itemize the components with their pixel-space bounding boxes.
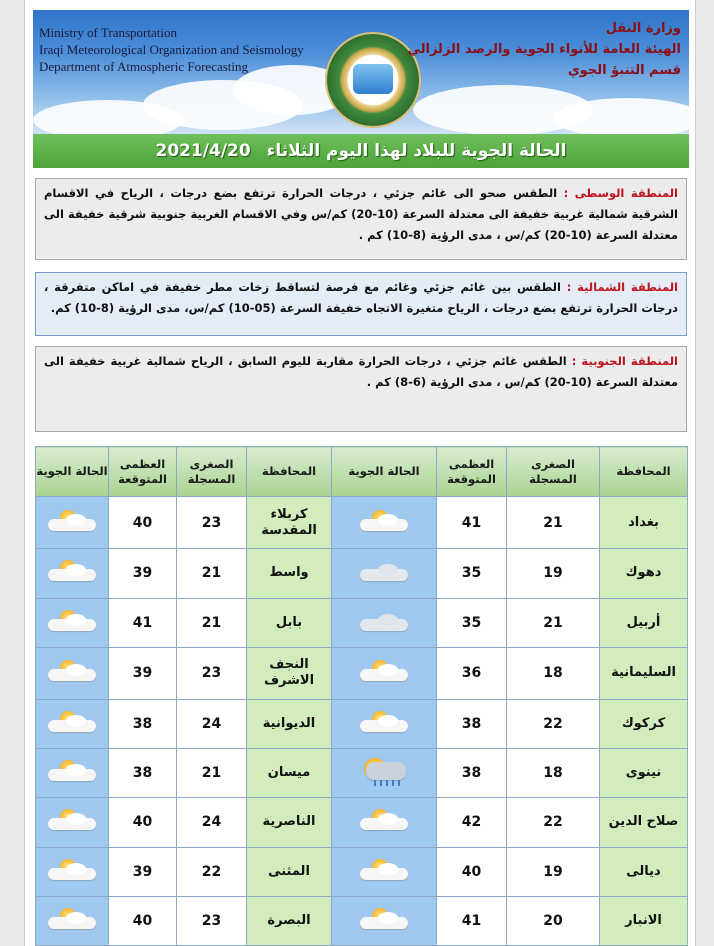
partly-cloudy-icon	[44, 658, 100, 684]
english-org-title	[39, 24, 304, 75]
min-temp-cell: 22	[177, 847, 247, 896]
max-temp-cell: 40	[109, 896, 177, 945]
max-temp-cell: 36	[437, 647, 507, 699]
en-line-organization: Iraqi Meteorological Organization and Seismology	[39, 42, 304, 57]
ar-line-department: قسم التنبؤ الجوي	[567, 63, 681, 78]
en-line-department: Department of Atmospheric Forecasting	[39, 59, 249, 74]
partly-cloudy-icon	[44, 558, 100, 584]
region-north-text: الطقس بين غائم جزئي وغائم مع فرصة لتساقط زخات مطر خفيفة في اماكن متفرقة ، درجات الحرارة ترتفع بضع درجات ، الرياح متغيرة الاتجاه خفيفة السرعة (05-10) كم/س، مدى الرؤية (8-10) كم.	[44, 280, 678, 315]
header-weather: الحالة الجوية	[36, 447, 109, 497]
governorate-cell: الانبار	[600, 896, 688, 945]
governorate-cell: واسط	[247, 549, 332, 598]
min-temp-cell: 23	[177, 647, 247, 699]
max-temp-cell: 40	[437, 847, 507, 896]
region-north-name: المنطقة الشمالية :	[566, 280, 678, 294]
governorate-cell: كركوك	[600, 700, 688, 749]
cloudy-icon	[356, 608, 412, 634]
en-line-ministry: Ministry of Transportation	[39, 25, 177, 40]
logo-emblem-icon	[353, 64, 393, 94]
weather-cell	[36, 847, 109, 896]
governorate-cell: النجف الاشرف	[247, 647, 332, 699]
weather-cell	[332, 647, 437, 699]
max-temp-cell: 35	[437, 549, 507, 598]
header-max: العظمى المتوقعة	[109, 447, 177, 497]
max-temp-cell: 39	[109, 549, 177, 598]
forecast-document	[24, 0, 696, 946]
weather-cell	[332, 847, 437, 896]
min-temp-cell: 21	[177, 549, 247, 598]
max-temp-cell: 41	[109, 598, 177, 647]
governorate-cell: ديالى	[600, 847, 688, 896]
governorate-cell: السليمانية	[600, 647, 688, 699]
max-temp-cell: 41	[437, 896, 507, 945]
table-row	[36, 497, 688, 549]
max-temp-cell: 38	[109, 749, 177, 798]
max-temp-cell: 40	[109, 798, 177, 847]
region-central	[35, 178, 687, 260]
table-row	[36, 700, 688, 749]
sun-rain-cloud-icon	[356, 758, 412, 784]
weather-cell	[36, 700, 109, 749]
weather-cell	[332, 798, 437, 847]
min-temp-cell: 23	[177, 896, 247, 945]
header-governorate: المحافظة	[247, 447, 332, 497]
min-temp-cell: 21	[177, 749, 247, 798]
weather-cell	[36, 647, 109, 699]
region-south-text: الطقس غائم جزئي ، درجات الحرارة مقاربة لليوم السابق ، الرياح شمالية غربية خفيفة الى معتدلة السرعة (10-20) كم/س ، مدى الرؤية (6-8) كم .	[44, 354, 678, 389]
region-central-text: الطقس صحو الى غائم جزئي ، درجات الحرارة ترتفع بضع درجات ، الرياح في الاقسام الشرقية شمالية غربية خفيفة الى معتدلة السرعة (10-20) كم/س وفي الاقسام الغربية جنوبية شرقية خفيفة الى معتدلة السرعة (10-20) كم/س ، مدى الرؤية (8-10) كم .	[44, 186, 678, 242]
max-temp-cell: 39	[109, 847, 177, 896]
cloudy-icon	[356, 558, 412, 584]
header-weather: الحالة الجوية	[332, 447, 437, 497]
min-temp-cell: 24	[177, 700, 247, 749]
header-max: العظمى المتوقعة	[437, 447, 507, 497]
governorate-cell: دهوك	[600, 549, 688, 598]
max-temp-cell: 35	[437, 598, 507, 647]
weather-cell	[36, 497, 109, 549]
governorate-cell: أربيل	[600, 598, 688, 647]
partly-cloudy-icon	[44, 709, 100, 735]
partly-cloudy-icon	[356, 807, 412, 833]
weather-cell	[332, 700, 437, 749]
min-temp-cell: 21	[507, 497, 600, 549]
min-temp-cell: 20	[507, 896, 600, 945]
arabic-org-title	[407, 18, 681, 81]
min-temp-cell: 21	[177, 598, 247, 647]
table-header-row	[36, 447, 688, 497]
forecast-table	[35, 446, 688, 946]
table-row	[36, 896, 688, 945]
region-south-name: المنطقة الجنوبية :	[571, 354, 678, 368]
weather-cell	[36, 749, 109, 798]
table-row	[36, 598, 688, 647]
min-temp-cell: 23	[177, 497, 247, 549]
min-temp-cell: 24	[177, 798, 247, 847]
table-row	[36, 798, 688, 847]
partly-cloudy-icon	[44, 906, 100, 932]
governorate-cell: بغداد	[600, 497, 688, 549]
partly-cloudy-icon	[356, 857, 412, 883]
governorate-cell: صلاح الدين	[600, 798, 688, 847]
partly-cloudy-icon	[44, 608, 100, 634]
min-temp-cell: 22	[507, 798, 600, 847]
min-temp-cell: 18	[507, 749, 600, 798]
partly-cloudy-icon	[356, 658, 412, 684]
weather-cell	[36, 798, 109, 847]
region-north	[35, 272, 687, 336]
title-date: 2021/4/20	[155, 141, 251, 161]
max-temp-cell: 41	[437, 497, 507, 549]
max-temp-cell: 39	[109, 647, 177, 699]
weather-cell	[332, 598, 437, 647]
governorate-cell: البصرة	[247, 896, 332, 945]
region-central-name: المنطقة الوسطى :	[563, 186, 678, 200]
min-temp-cell: 19	[507, 847, 600, 896]
partly-cloudy-icon	[356, 906, 412, 932]
title-text: الحالة الجوية للبلاد لهذا اليوم الثلاثاء	[266, 141, 567, 161]
weather-cell	[36, 598, 109, 647]
partly-cloudy-icon	[44, 807, 100, 833]
max-temp-cell: 42	[437, 798, 507, 847]
header-min: الصغرى المسجلة	[177, 447, 247, 497]
governorate-cell: بابل	[247, 598, 332, 647]
governorate-cell: الديوانية	[247, 700, 332, 749]
header-min: الصغرى المسجلة	[507, 447, 600, 497]
header-governorate: المحافظة	[600, 447, 688, 497]
title-bar	[33, 134, 689, 168]
governorate-cell: المثنى	[247, 847, 332, 896]
region-south	[35, 346, 687, 432]
weather-cell	[36, 549, 109, 598]
partly-cloudy-icon	[44, 857, 100, 883]
weather-cell	[332, 749, 437, 798]
header-banner	[33, 10, 689, 134]
ar-line-ministry: وزارة النقل	[605, 21, 681, 36]
min-temp-cell: 18	[507, 647, 600, 699]
min-temp-cell: 19	[507, 549, 600, 598]
partly-cloudy-icon	[356, 508, 412, 534]
max-temp-cell: 38	[437, 749, 507, 798]
min-temp-cell: 22	[507, 700, 600, 749]
weather-cell	[36, 896, 109, 945]
governorate-cell: الناصرية	[247, 798, 332, 847]
table-row	[36, 549, 688, 598]
max-temp-cell: 40	[109, 497, 177, 549]
governorate-cell: نينوى	[600, 749, 688, 798]
partly-cloudy-icon	[44, 758, 100, 784]
partly-cloudy-icon	[44, 508, 100, 534]
min-temp-cell: 21	[507, 598, 600, 647]
partly-cloudy-icon	[356, 709, 412, 735]
ar-line-organization: الهيئة العامة للأنواء الجوية والرصد الزلزالي	[407, 42, 681, 57]
max-temp-cell: 38	[109, 700, 177, 749]
weather-cell	[332, 896, 437, 945]
governorate-cell: كربلاء المقدسة	[247, 497, 332, 549]
weather-cell	[332, 549, 437, 598]
governorate-cell: ميسان	[247, 749, 332, 798]
weather-cell	[332, 497, 437, 549]
table-row	[36, 647, 688, 699]
table-row	[36, 847, 688, 896]
table-row	[36, 749, 688, 798]
max-temp-cell: 38	[437, 700, 507, 749]
